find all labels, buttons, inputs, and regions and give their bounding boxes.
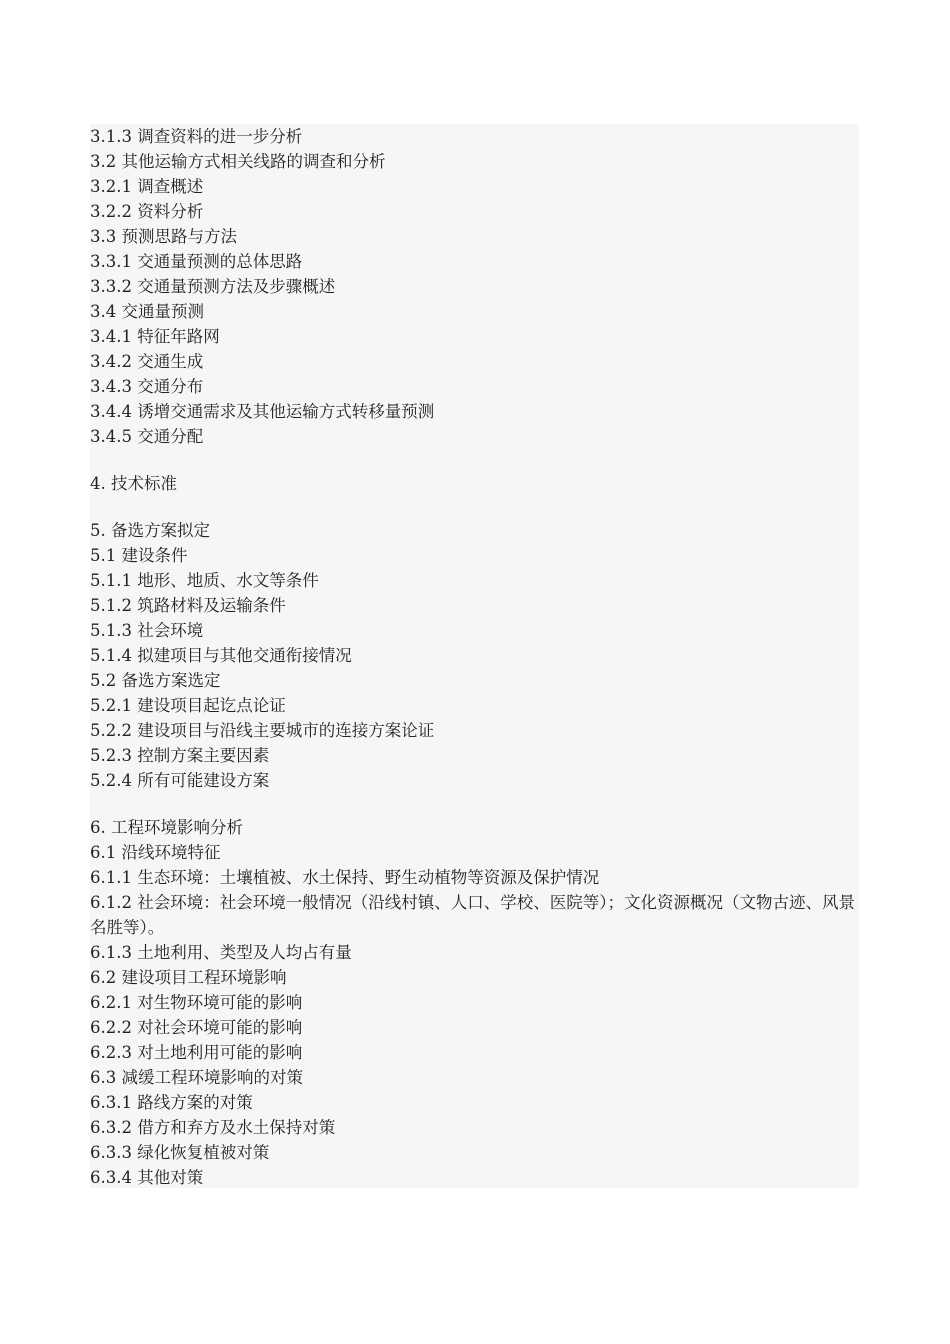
heading-3-4-4: 3.4.4 诱增交通需求及其他运输方式转移量预测	[90, 402, 435, 421]
heading-5-2-4: 5.2.4 所有可能建设方案	[90, 771, 270, 790]
heading-5-2: 5.2 备选方案选定	[90, 671, 221, 690]
document-page	[90, 124, 859, 1188]
heading-3-4-3: 3.4.3 交通分布	[90, 377, 204, 396]
heading-6-2-3: 6.2.3 对土地利用可能的影响	[90, 1043, 303, 1062]
heading-3-2-2: 3.2.2 资料分析	[90, 202, 204, 221]
heading-6-3: 6.3 减缓工程环境影响的对策	[90, 1068, 303, 1087]
heading-6-1-3: 6.1.3 土地利用、类型及人均占有量	[90, 943, 352, 962]
heading-5-1-4: 5.1.4 拟建项目与其他交通衔接情况	[90, 646, 352, 665]
heading-3-2-1: 3.2.1 调查概述	[90, 177, 204, 196]
heading-6: 6. 工程环境影响分析	[90, 818, 243, 837]
heading-5-1: 5.1 建设条件	[90, 546, 188, 565]
document-content	[90, 124, 859, 1190]
heading-5-2-2: 5.2.2 建设项目与沿线主要城市的连接方案论证	[90, 721, 435, 740]
heading-6-3-3: 6.3.3 绿化恢复植被对策	[90, 1143, 270, 1162]
heading-4: 4. 技术标准	[90, 474, 177, 493]
heading-6-2-2: 6.2.2 对社会环境可能的影响	[90, 1018, 303, 1037]
heading-6-3-1: 6.3.1 路线方案的对策	[90, 1093, 253, 1112]
heading-5: 5. 备选方案拟定	[90, 521, 210, 540]
heading-3-3: 3.3 预测思路与方法	[90, 227, 237, 246]
heading-5-1-3: 5.1.3 社会环境	[90, 621, 204, 640]
heading-6-1: 6.1 沿线环境特征	[90, 843, 221, 862]
heading-6-2-1: 6.2.1 对生物环境可能的影响	[90, 993, 303, 1012]
heading-6-1-2: 6.1.2 社会环境：社会环境一般情况（沿线村镇、人口、学校、医院等）；文化资源概况（文物古迹、风景名胜等）。	[90, 893, 855, 937]
heading-3-4: 3.4 交通量预测	[90, 302, 204, 321]
heading-6-3-2: 6.3.2 借方和弃方及水土保持对策	[90, 1118, 336, 1137]
heading-5-1-1: 5.1.1 地形、地质、水文等条件	[90, 571, 319, 590]
heading-3-2: 3.2 其他运输方式相关线路的调查和分析	[90, 152, 386, 171]
section-gap	[90, 793, 859, 815]
heading-3-3-2: 3.3.2 交通量预测方法及步骤概述	[90, 277, 336, 296]
section-gap	[90, 449, 859, 471]
heading-3-4-1: 3.4.1 特征年路网	[90, 327, 220, 346]
heading-6-2: 6.2 建设项目工程环境影响	[90, 968, 287, 987]
heading-5-1-2: 5.1.2 筑路材料及运输条件	[90, 596, 286, 615]
heading-5-2-1: 5.2.1 建设项目起讫点论证	[90, 696, 286, 715]
heading-6-3-4: 6.3.4 其他对策	[90, 1168, 204, 1187]
heading-3-4-2: 3.4.2 交通生成	[90, 352, 204, 371]
heading-6-1-1: 6.1.1 生态环境：土壤植被、水土保持、野生动植物等资源及保护情况	[90, 868, 600, 887]
section-gap	[90, 496, 859, 518]
heading-3-4-5: 3.4.5 交通分配	[90, 427, 204, 446]
heading-5-2-3: 5.2.3 控制方案主要因素	[90, 746, 270, 765]
heading-3-3-1: 3.3.1 交通量预测的总体思路	[90, 252, 303, 271]
heading-3-1-3: 3.1.3 调查资料的进一步分析	[90, 127, 303, 146]
